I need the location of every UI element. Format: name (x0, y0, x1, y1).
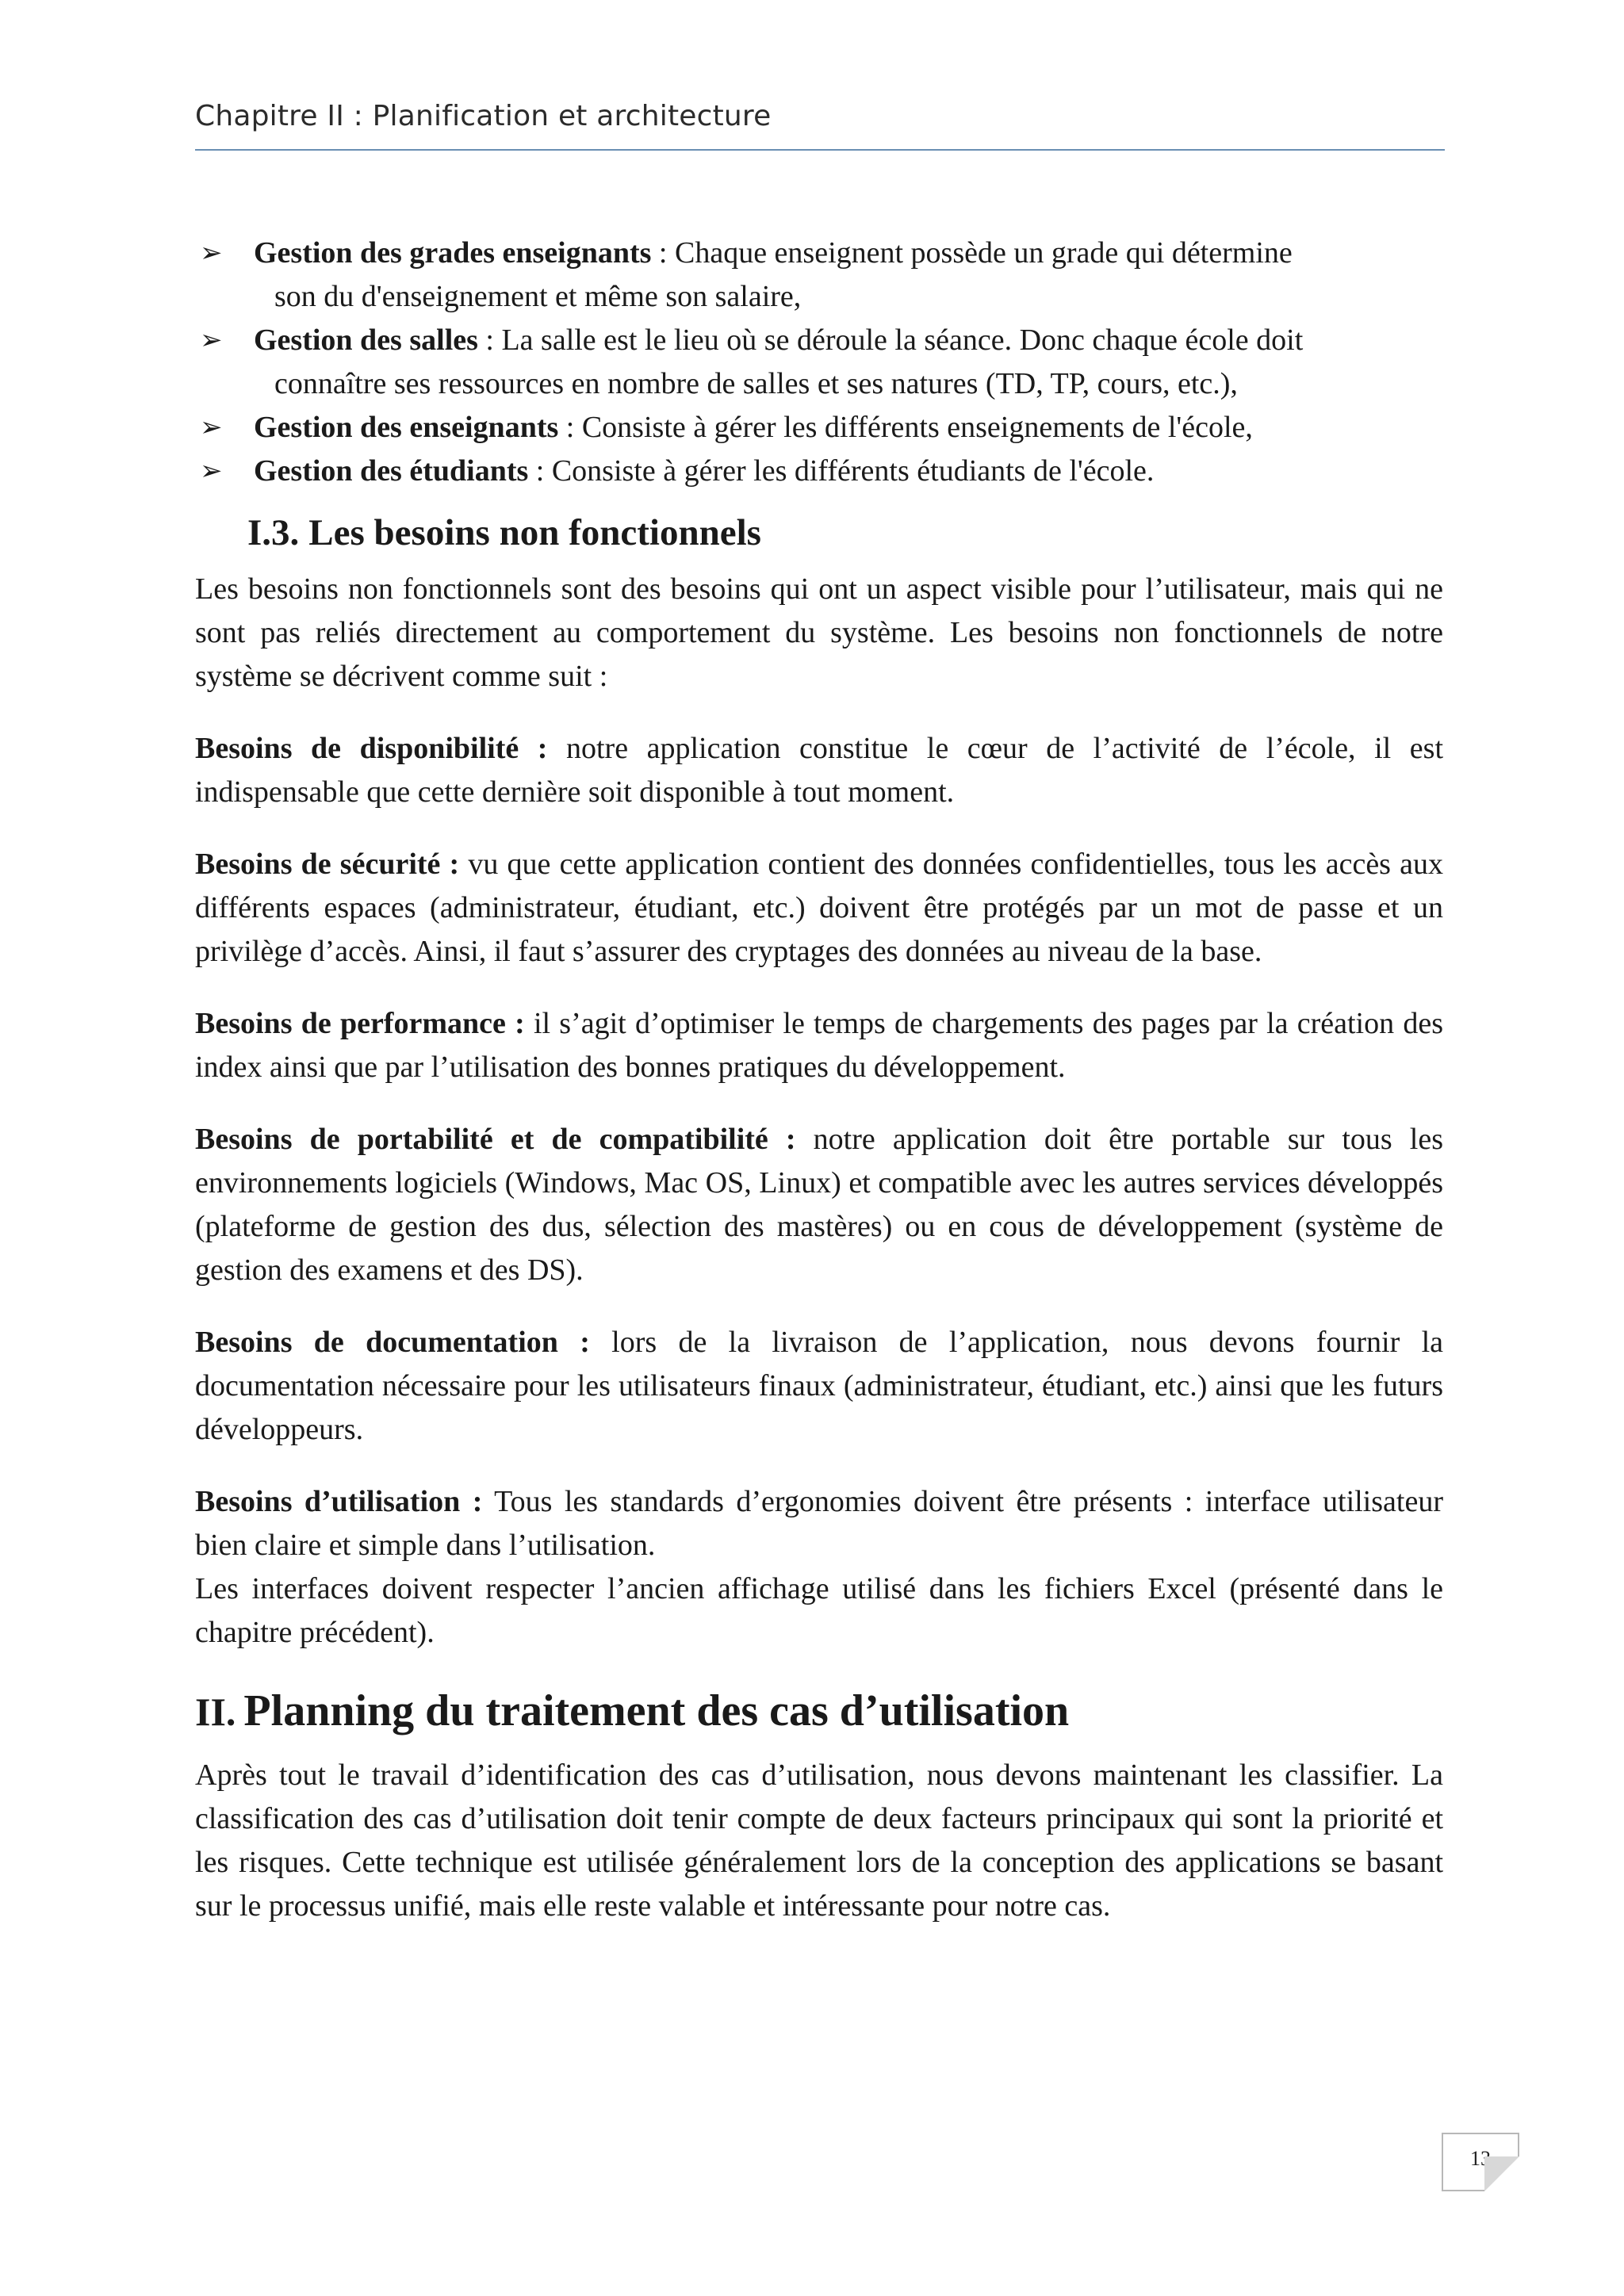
need-paragraph (195, 1118, 1443, 1292)
closing-paragraph: Après tout le travail d’identification des cas d’utilisation, nous devons maintenant les classifier. La classification des cas d’utilisation doit tenir compte de deux facteurs principaux qui sont la priorité et les risques. Cette technique est utilisée généralement lors de la conception des applications se basant sur le processus unifié, mais elle reste valable et intéressante pour notre cas. (195, 1758, 1443, 1923)
interfaces-paragraph: Les interfaces doivent respecter l’ancien affichage utilisé dans les fichiers Excel (présenté dans le chapitre précédent). (195, 1572, 1443, 1649)
section-title: Planning du traitement des cas d’utilisation (243, 1686, 1070, 1735)
bullet-term: Gestion des enseignants (254, 411, 559, 444)
page-number: 13 (1470, 2147, 1491, 2170)
section-number: II. (195, 1689, 236, 1734)
need-paragraph (195, 727, 1443, 814)
bullet-text: : Chaque enseignent possède un grade qui détermine (651, 236, 1293, 270)
bullet-text: : La salle est le lieu où se déroule la séance. Donc chaque école doit (477, 323, 1304, 357)
subsection-heading (247, 509, 1443, 557)
need-term: Besoins de documentation : (195, 1326, 590, 1359)
bullet-text-continued: son du d'enseignement et même son salaire, (274, 280, 802, 313)
need-term: Besoins de performance : (195, 1007, 525, 1040)
list-item (195, 232, 1443, 319)
arrow-bullet-icon: ➢ (200, 324, 223, 356)
bullet-list (195, 232, 1443, 493)
bullet-term: Gestion des grades enseignants (254, 236, 652, 270)
section-heading (195, 1683, 1443, 1739)
need-text: notre application constitue le cœur de l’activité de l’école, il est indispensable que cette dernière soit disponible à tout moment. (195, 732, 1443, 809)
bullet-term: Gestion des étudiants (254, 454, 529, 488)
need-term: Besoins d’utilisation : (195, 1485, 483, 1518)
bullet-term: Gestion des salles (254, 323, 478, 357)
page-header (195, 94, 1445, 151)
bullet-text: : Consiste à gérer les différents étudiants de l'école. (528, 454, 1155, 488)
subsection-title: Les besoins non fonctionnels (308, 512, 761, 553)
need-text: il s’agit d’optimiser le temps de chargements des pages par la création des index ainsi que par l’utilisation des bonnes pratiques du développement. (195, 1007, 1443, 1084)
subsection-number: I.3. (247, 512, 300, 553)
intro-paragraph: Les besoins non fonctionnels sont des besoins qui ont un aspect visible pour l’utilisateur, mais qui ne sont pas reliés directement au comportement du système. Les besoins non fonctionnels de notre système se décrivent comme suit : (195, 572, 1443, 693)
need-paragraph (195, 1321, 1443, 1452)
arrow-bullet-icon: ➢ (200, 237, 223, 269)
chapter-title: Chapitre II : Planification et architecture (195, 100, 772, 132)
arrow-bullet-icon: ➢ (200, 455, 223, 487)
need-text: vu que cette application contient des données confidentielles, tous les accès aux différents espaces (administrateur, étudiant, etc.) doivent être protégés par un mot de passe et un privilège d’accès. Ainsi, il faut s’assurer des cryptages des données au niveau de la base. (195, 848, 1443, 968)
page-number-box (1442, 2133, 1519, 2191)
need-term: Besoins de disponibilité : (195, 732, 548, 765)
bullet-text: : Consiste à gérer les différents enseignements de l'école, (558, 411, 1253, 444)
need-paragraph (195, 1480, 1443, 1567)
need-text: notre application doit être portable sur tous les environnements logiciels (Windows, Mac OS, Linux) et compatible avec les autres services développés (plateforme de gestion des dus, sélection des mastères) ou en cous de développement (système de gestion des examens et des DS). (195, 1123, 1443, 1287)
need-paragraph (195, 843, 1443, 974)
bullet-text-continued: connaître ses ressources en nombre de salles et ses natures (TD, TP, cours, etc.), (274, 367, 1238, 400)
page-curl-icon (1484, 2156, 1519, 2191)
list-item (195, 450, 1443, 493)
list-item (195, 319, 1443, 406)
need-text: lors de la livraison de l’application, nous devons fournir la documentation nécessaire pour les utilisateurs finaux (administrateur, étudiant, etc.) ainsi que les futurs développeurs. (195, 1326, 1444, 1446)
need-text: Tous les standards d’ergonomies doivent être présents : interface utilisateur bien claire et simple dans l’utilisation. (195, 1485, 1443, 1562)
page-content (195, 232, 1443, 1957)
need-term: Besoins de portabilité et de compatibilité : (195, 1123, 796, 1156)
arrow-bullet-icon: ➢ (200, 411, 223, 443)
list-item (195, 406, 1443, 450)
need-term: Besoins de sécurité : (195, 848, 460, 881)
need-paragraph (195, 1002, 1443, 1089)
